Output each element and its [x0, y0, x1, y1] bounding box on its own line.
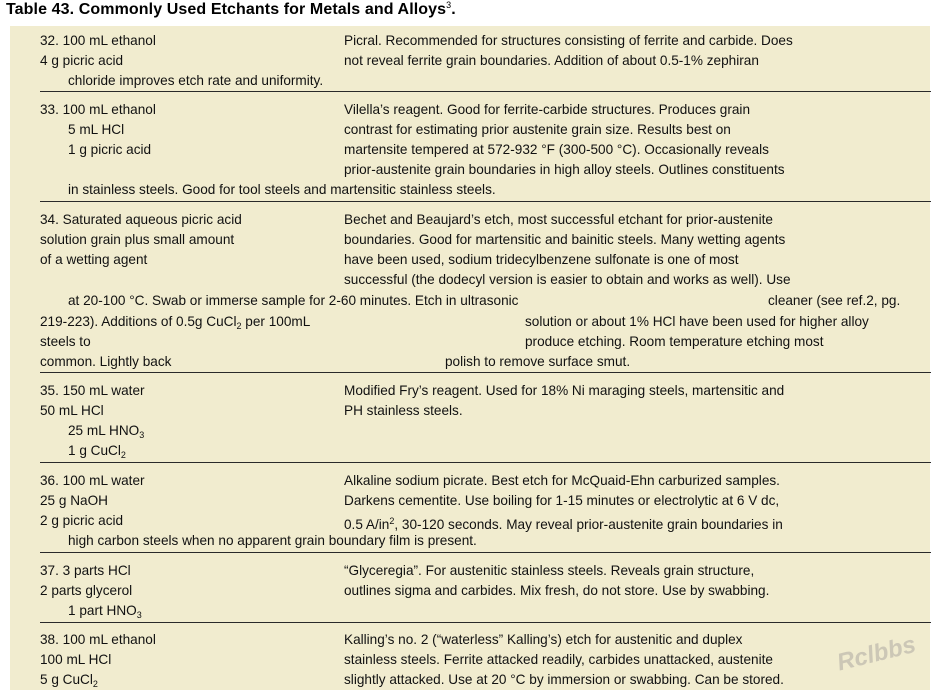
- text-fragment: 1 g CuCl: [68, 443, 121, 458]
- description-line: polish to remove surface smut.: [445, 354, 631, 369]
- table-title-text: Table 43. Commonly Used Etchants for Metals and Alloys: [6, 1, 447, 18]
- subscript: 2: [92, 679, 98, 689]
- text-fragment: , 30-120 seconds. May reveal prior-austenite grain boundaries in: [394, 517, 783, 532]
- text-fragment: 25 mL HNO: [68, 423, 140, 438]
- text-fragment: 219-223). Additions of 0.5g CuCl: [40, 314, 237, 329]
- description-line: produce etching. Room temperature etching most: [525, 334, 824, 349]
- description-line: in stainless steels. Good for tool steels and martensitic stainless steels.: [68, 182, 496, 197]
- composition-line: 35. 150 mL water: [40, 383, 145, 398]
- text-fragment: per 100mL: [241, 314, 311, 329]
- composition-line: 36. 100 mL water: [40, 473, 145, 488]
- description-line: Alkaline sodium picrate. Best etch for McQuaid-Ehn carburized samples.: [344, 473, 780, 488]
- description-line: [344, 512, 783, 534]
- description-line: Picral. Recommended for structures consisting of ferrite and carbide. Does: [344, 33, 793, 48]
- description-line: at 20-100 °C. Swab or immerse sample for 2-60 minutes. Etch in ultrasonic: [68, 293, 519, 308]
- composition-line: 5 mL HCl: [68, 122, 125, 137]
- subscript: 3: [136, 610, 142, 620]
- description-line: [40, 313, 310, 335]
- subscript: 2: [236, 321, 242, 331]
- composition-line: 50 mL HCl: [40, 403, 104, 418]
- composition-line: 100 mL HCl: [40, 652, 112, 667]
- row-divider: [40, 201, 931, 202]
- description-line: prior-austenite grain boundaries in high alloy steels. Outlines constituents: [344, 162, 785, 177]
- subscript: 3: [139, 430, 145, 440]
- composition-line: 4 g picric acid: [40, 53, 124, 68]
- table-title-ref: 3: [446, 0, 452, 10]
- description-line: not reveal ferrite grain boundaries. Addition of about 0.5-1% zephiran: [344, 53, 759, 68]
- description-line: high carbon steels when no apparent grain boundary film is present.: [68, 533, 477, 548]
- text-fragment: 5 g CuCl: [40, 672, 93, 687]
- description-line: stainless steels. Ferrite attacked readily, carbides unattacked, austenite: [344, 652, 773, 667]
- row-divider: [40, 462, 931, 463]
- row-divider: [40, 552, 931, 553]
- description-line: martensite tempered at 572-932 °F (300-500 °C). Occasionally reveals: [344, 142, 769, 157]
- composition-line: 1 g picric acid: [68, 142, 152, 157]
- row-divider: [40, 91, 931, 92]
- description-line: boundaries. Good for martensitic and bainitic steels. Many wetting agents: [344, 232, 786, 247]
- row-divider: [40, 622, 931, 623]
- description-line: contrast for estimating prior austenite grain size. Results best on: [344, 122, 731, 137]
- description-line: common. Lightly back: [40, 354, 172, 369]
- table-title: Table 43. Commonly Used Etchants for Metals and Alloys$^3$.: [6, 0, 456, 18]
- composition-line: of a wetting agent: [40, 252, 148, 267]
- description-line: cleaner (see ref.2, pg.: [768, 293, 901, 308]
- watermark-stamp: Rclbbs: [834, 630, 919, 677]
- composition-line: [68, 602, 142, 624]
- description-line: Modified Fry’s reagent. Used for 18% Ni maraging steels, martensitic and: [344, 383, 785, 398]
- superscript: 2: [389, 516, 395, 526]
- description-line: “Glyceregia”. For austenitic stainless steels. Reveals grain structure,: [344, 563, 755, 578]
- description-line: steels to: [40, 334, 91, 349]
- description-line: outlines sigma and carbides. Mix fresh, do not store. Use by swabbing.: [344, 583, 770, 598]
- row-divider: [40, 372, 931, 373]
- composition-line: 25 g NaOH: [40, 493, 109, 508]
- text-fragment: 0.5 A/in: [344, 517, 390, 532]
- description-line: Vilella’s reagent. Good for ferrite-carbide structures. Produces grain: [344, 102, 751, 117]
- description-line: slightly attacked. Use at 20 °C by immersion or swabbing. Can be stored.: [344, 672, 784, 687]
- composition-line: 2 parts glycerol: [40, 583, 133, 598]
- description-line: successful (the dodecyl version is easier to obtain and works as well). Use: [344, 272, 791, 287]
- composition-line: 2 g picric acid: [40, 513, 124, 528]
- description-line: have been used, sodium tridecylbenzene sulfonate is one of most: [344, 252, 739, 267]
- composition-line: solution grain plus small amount: [40, 232, 235, 247]
- composition-line: [68, 422, 144, 444]
- composition-line: 38. 100 mL ethanol: [40, 632, 156, 647]
- composition-line: 37. 3 parts HCl: [40, 563, 131, 578]
- description-line: Darkens cementite. Use boiling for 1-15 minutes or electrolytic at 6 V dc,: [344, 493, 780, 508]
- description-line: solution or about 1% HCl have been used for higher alloy: [525, 314, 869, 329]
- description-line: PH stainless steels.: [344, 403, 463, 418]
- composition-line: [68, 442, 126, 464]
- composition-line: 32. 100 mL ethanol: [40, 33, 156, 48]
- subscript: 2: [120, 450, 126, 460]
- description-line: Kalling’s no. 2 (“waterless” Kalling’s) etch for austenitic and duplex: [344, 632, 743, 647]
- composition-line: 33. 100 mL ethanol: [40, 102, 156, 117]
- description-line: Bechet and Beaujard’s etch, most successful etchant for prior-austenite: [344, 212, 773, 227]
- composition-line: 34. Saturated aqueous picric acid: [40, 212, 242, 227]
- text-fragment: 1 part HNO: [68, 603, 137, 618]
- description-line: chloride improves etch rate and uniformity.: [68, 73, 324, 88]
